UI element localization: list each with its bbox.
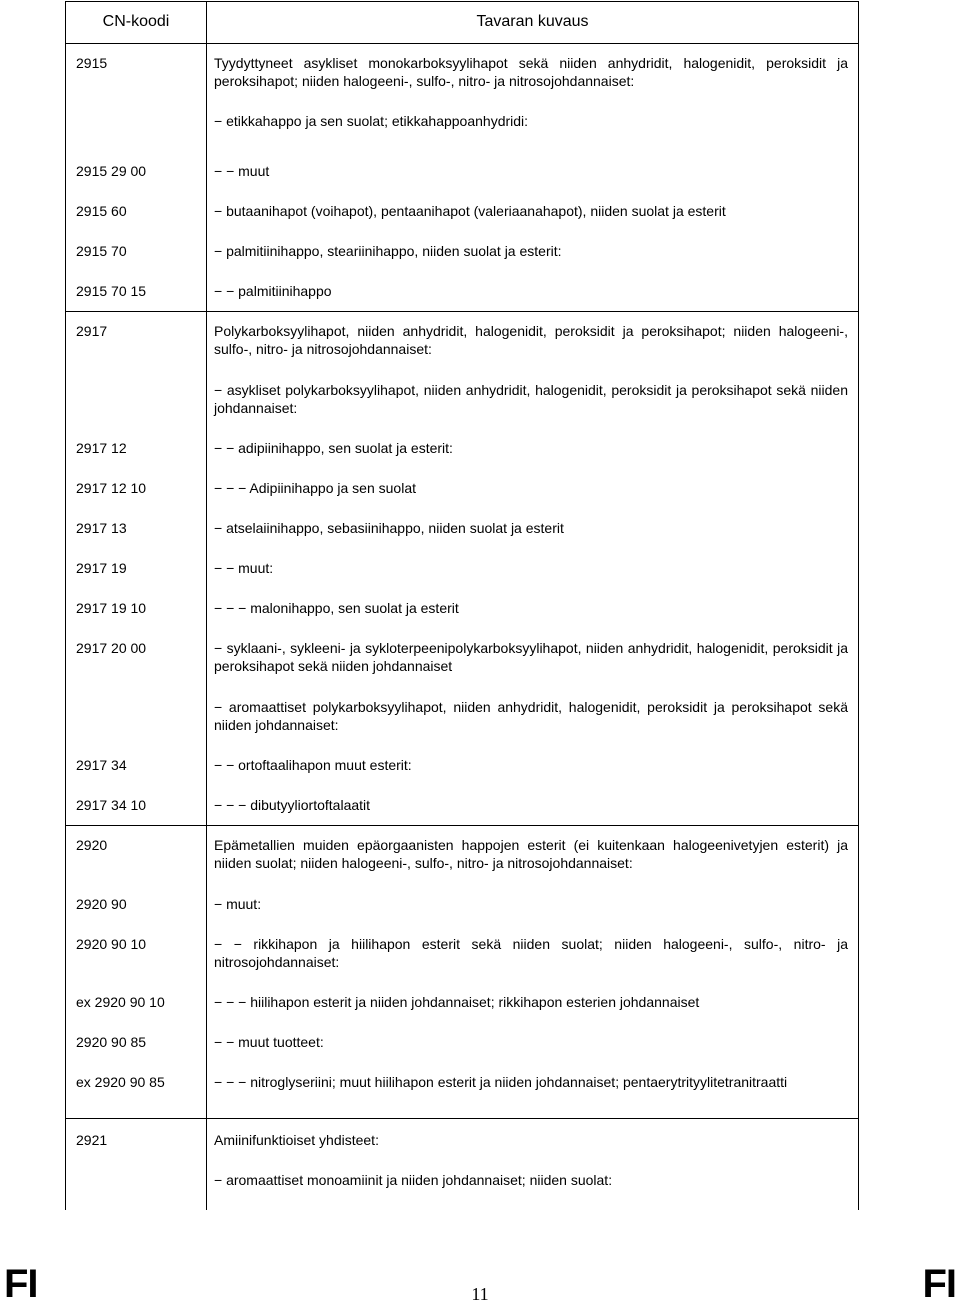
description-cell: Amiinifunktioiset yhdisteet:	[214, 1132, 379, 1148]
cn-code-cell: 2921	[76, 1132, 108, 1148]
description-cell: − palmitiinihappo, steariinihappo, niiden suolat ja esterit:	[214, 243, 562, 259]
footer-language-mark-right: FI	[922, 1262, 956, 1306]
cn-code-cell: 2917 12 10	[76, 480, 147, 496]
cn-code-cell: 2917 19 10	[76, 600, 147, 616]
cn-code-cell: 2917 34	[76, 757, 127, 773]
cn-code-cell: 2917 12	[76, 440, 127, 456]
description-cell: − − muut:	[214, 560, 274, 576]
cn-code-cell: 2915 70	[76, 243, 127, 259]
cn-code-cell: 2917 20 00	[76, 640, 147, 656]
cn-code-cell: 2917 19	[76, 560, 127, 576]
cn-code-cell: 2917 13	[76, 520, 127, 536]
description-cell: − etikkahappo ja sen suolat; etikkahappoanhydridi:	[214, 113, 529, 129]
column-divider	[206, 1, 207, 1210]
cn-code-cell: ex 2920 90 85	[76, 1074, 165, 1090]
page-number: 11	[471, 1284, 489, 1304]
cn-code-cell: 2917	[76, 323, 108, 339]
description-cell: − − − dibutyyliortoftalaatit	[214, 797, 371, 813]
description-cell: Tyydyttyneet asykliset monokarboksyylihapot sekä niiden anhydridit, halogenidit, peroksidit ja peroksihapot; niiden halogeeni-, sulfo-, nitro- ja nitrosojohdannaiset:	[214, 55, 848, 89]
table-top-border	[66, 1, 858, 2]
row-separator	[66, 825, 858, 826]
description-cell: − asykliset polykarboksyylihapot, niiden anhydridit, halogenidit, peroksidit ja peroksihapot sekä niiden johdannaiset:	[214, 382, 848, 416]
header-code: CN-koodi	[102, 13, 170, 30]
cn-code-cell: 2917 34 10	[76, 797, 147, 813]
description-cell: − − − hiilihapon esterit ja niiden johdannaiset; rikkihapon esterien johdannaiset	[214, 994, 700, 1010]
description-cell: − − rikkihapon ja hiilihapon esterit sekä niiden suolat; niiden halogeeni-, sulfo-, nitro- ja nitrosojohdannaiset:	[214, 936, 848, 970]
description-cell: − − − malonihappo, sen suolat ja esterit	[214, 600, 459, 616]
description-cell: − − muut	[214, 163, 270, 179]
cn-code-cell: 2915 60	[76, 203, 127, 219]
description-cell: − butaanihapot (voihapot), pentaanihapot (valeriaanahapot), niiden suolat ja esterit	[214, 203, 726, 219]
tariff-table	[65, 1, 859, 1210]
description-cell: − − ortoftaalihapon muut esterit:	[214, 757, 412, 773]
description-cell: − − − nitroglyseriini; muut hiilihapon esterit ja niiden johdannaiset; pentaerytrityylitetranitraatti	[214, 1074, 788, 1090]
description-cell: Epämetallien muiden epäorgaanisten happojen esterit (ei kuitenkaan halogeenivetyjen esterit) ja niiden suolat; niiden halogeeni-, sulfo-, nitro- ja nitrosojohdannaiset:	[214, 837, 848, 871]
row-separator	[66, 1118, 858, 1119]
cn-code-cell: ex 2920 90 10	[76, 994, 165, 1010]
description-cell: − − muut tuotteet:	[214, 1034, 324, 1050]
cn-code-cell: 2920 90 10	[76, 936, 147, 952]
cn-code-cell: 2915 29 00	[76, 163, 147, 179]
description-cell: − − adipiinihappo, sen suolat ja esterit:	[214, 440, 453, 456]
description-cell: − muut:	[214, 896, 262, 912]
footer-language-mark-left: FI	[4, 1262, 38, 1306]
cn-code-cell: 2920	[76, 837, 108, 853]
cn-code-cell: 2920 90	[76, 896, 127, 912]
description-cell: − − − Adipiinihappo ja sen suolat	[214, 480, 416, 496]
description-cell: Polykarboksyylihapot, niiden anhydridit, halogenidit, peroksidit ja peroksihapot; niiden halogeeni-, sulfo-, nitro- ja nitrosojohdannaiset:	[214, 323, 848, 357]
header-description: Tavaran kuvaus	[476, 13, 589, 30]
cn-code-cell: 2915 70 15	[76, 283, 147, 299]
description-cell: − − palmitiinihappo	[214, 283, 332, 299]
description-cell: − syklaani-, sykleeni- ja sykloterpeenipolykarboksyylihapot, niiden anhydridit, halogenidit, peroksidit ja peroksihapot sekä niiden johdannaiset	[214, 640, 848, 674]
description-cell: − atselaiinihappo, sebasiinihappo, niiden suolat ja esterit	[214, 520, 564, 536]
cn-code-cell: 2920 90 85	[76, 1034, 147, 1050]
row-separator	[66, 311, 858, 312]
description-cell: − aromaattiset monoamiinit ja niiden johdannaiset; niiden suolat:	[214, 1172, 613, 1188]
cn-code-cell: 2915	[76, 55, 108, 71]
header-bottom-border	[66, 43, 858, 44]
description-cell: − aromaattiset polykarboksyylihapot, niiden anhydridit, halogenidit, peroksidit ja peroksihapot sekä niiden johdannaiset:	[214, 699, 848, 733]
